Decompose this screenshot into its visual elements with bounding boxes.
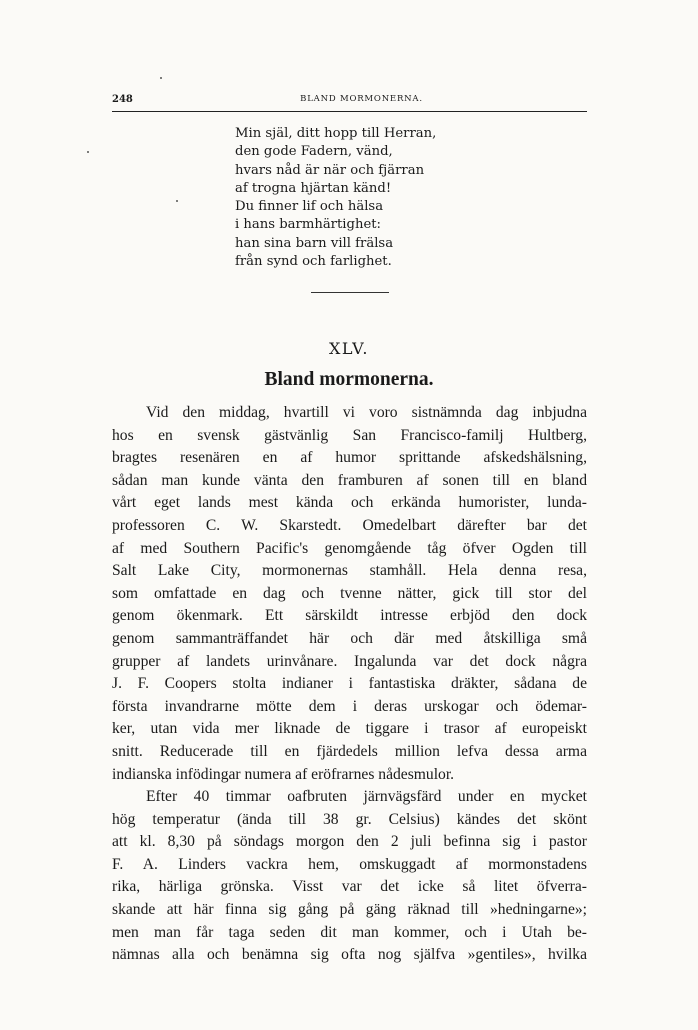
poem-line: den gode Fadern, vänd, [235,144,393,160]
poem-line: i hans barmhärtighet: [235,217,381,233]
poem-line: från synd och farlighet. [235,254,392,270]
text-line: Efter 40 timmar oafbruten järnvägsfärd under en mycket [146,788,587,806]
text-line: som omfattade en dag och tvenne nätter, gick till stor del [112,584,587,602]
text-line: grupper af landets urinvånare. Ingalunda var det dock några [112,652,587,670]
text-line: F. A. Linders vackra hem, omskuggadt af mormonstadens [112,855,587,873]
text-line: hos en svensk gästvänlig San Francisco-familj Hultberg, [112,426,587,444]
text-line: genom sammanträffandet här och där med åtskilliga små [112,629,587,647]
text-line: indianska infödingar numera af eröfrarnes nådesmulor. [112,765,455,783]
chapter-number: XLV. [329,339,369,358]
poem-line: af trogna hjärtan känd! [235,180,392,196]
text-line: professoren C. W. Skarstedt. Omedelbart därefter bar det [112,516,587,534]
poem-line: hvars nåd är när och fjärran [235,162,425,178]
poem-line: han sina barn vill frälsa [235,235,394,251]
page-number: 248 [112,94,133,105]
running-head [112,94,587,110]
poem-line: Du finner lif och hälsa [235,199,384,215]
text-line: men man får taga seden dit man kommer, och i Utah be- [112,923,587,941]
text-line: vårt eget lands mest kända och erkända humorister, lunda- [112,494,587,512]
text-line: rika, härliga grönska. Visst var det icke så litet öfverra- [112,878,587,896]
header-rule [112,111,587,112]
text-line: af med Southern Pacific's genomgående tåg öfver Ogden till [112,539,587,557]
text-line: hög temperatur (ända till 38 gr. Celsius) kändes det skönt [112,810,587,828]
text-line: Salt Lake City, mormonernas stamhåll. Hela denna resa, [112,562,587,580]
text-line: genom ökenmark. Ett särskildt intresse erbjöd den dock [112,607,587,625]
scan-speck [87,151,89,153]
text-line: skande att här finna sig gång på gäng räknad till »hedningarne»; [112,901,587,919]
running-title: BLAND MORMONERNA. [300,94,423,104]
text-line: ker, utan vida mer liknade de tiggare i trasor af europeiskt [112,720,587,738]
text-line: Vid den middag, hvartill vi voro sistnämnda dag inbjudna [146,404,587,421]
text-line: J. F. Coopers stolta indianer i fantastiska dräkter, sådana de [112,675,587,693]
text-line: bragtes resenären en af humor sprittande afskedshälsning, [112,449,587,467]
section-divider [311,292,389,293]
text-line: nämnas alla och benämna sig ofta nog själfva »gentiles», hvilka [112,946,587,964]
chapter-title: Bland mormonerna. [264,369,434,390]
body-text [112,402,587,967]
text-line: snitt. Reducerade till en fjärdedels million lefva dessa arma [112,742,587,760]
poem-line: Min själ, ditt hopp till Herran, [235,126,437,141]
text-line: att kl. 8,30 på söndags morgon den 2 juli befinna sig i pastor [112,833,587,851]
scan-speck [160,77,162,79]
text-line: första invandrarne mötte dem i deras urskogar och ödemar- [112,697,587,715]
poem-stanza [235,125,535,271]
scan-speck [176,200,178,202]
text-line: sådan man kunde vänta den framburen af sonen till en bland [112,471,587,489]
